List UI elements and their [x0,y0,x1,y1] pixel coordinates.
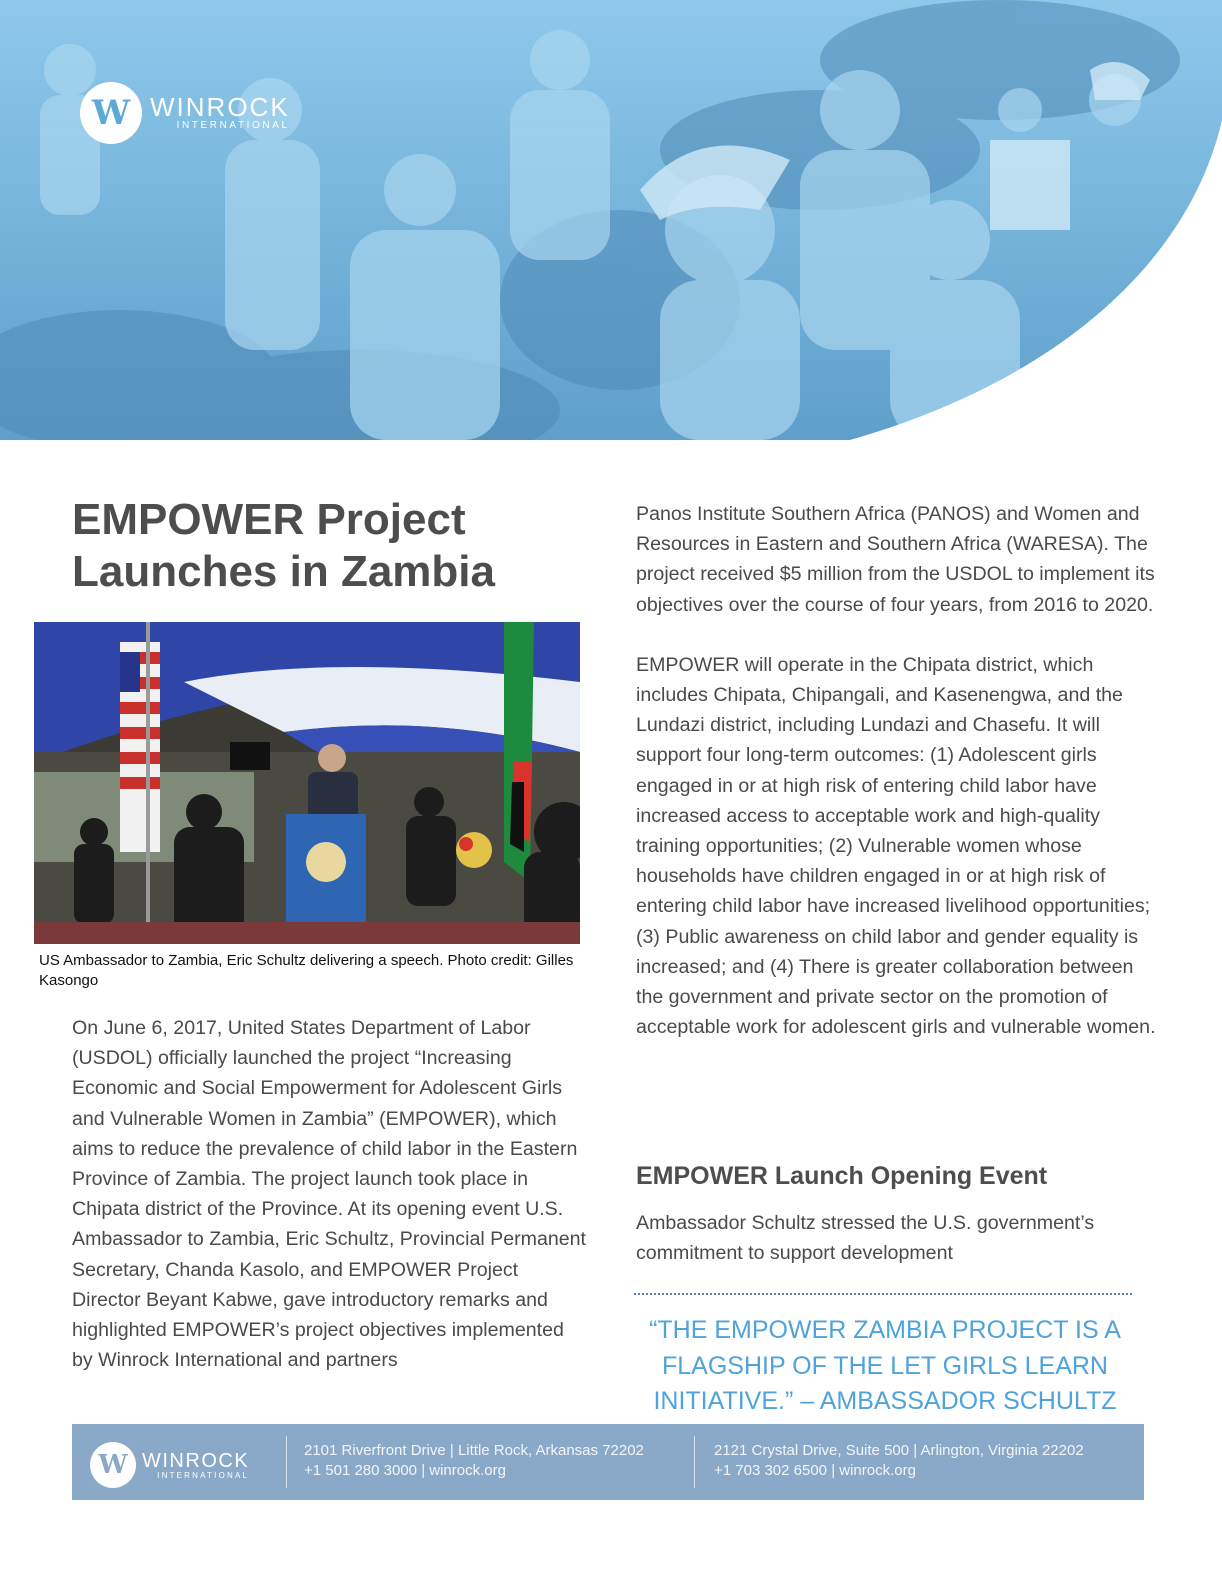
event-photo-illustration [34,622,580,944]
brand-tagline: INTERNATIONAL [176,120,290,131]
photo-caption: US Ambassador to Zambia, Eric Schultz delivering a speech. Photo credit: Gilles Kasongo [39,952,574,989]
brand-name: WINROCK [150,92,290,122]
footer-address-arlington [714,1441,1084,1481]
footer-address-2-line-1: 2121 Crystal Drive, Suite 500 | Arlington, Virginia 22202 [714,1442,1084,1459]
event-photo [34,622,580,944]
section-heading: EMPOWER Launch Opening Event [636,1162,1048,1190]
dotted-divider [634,1293,1132,1295]
article-title: EMPOWER Project Launches in Zambia [72,495,495,596]
footer-bar [72,1424,1144,1500]
winrock-logo[interactable] [80,82,290,144]
footer-brand-tagline: INTERNATIONAL [157,1470,250,1480]
body-paragraph-partners: Panos Institute Southern Africa (PANOS) and Women and Resources in Eastern and Southern Africa (WARESA). The project received $5 million from the USDOL to implement its objectives over the course of four years, from 2016 to 2020. [636,503,1155,616]
footer-address-little-rock [304,1441,644,1481]
footer-logo-mark: W [90,1442,136,1488]
footer-address-1-line-1: 2101 Riverfront Drive | Little Rock, Arkansas 72202 [304,1442,644,1459]
footer-separator [286,1436,287,1488]
footer-address-2-line-2[interactable]: +1 703 302 6500 | winrock.org [714,1462,916,1479]
body-paragraph-outcomes: EMPOWER will operate in the Chipata district, which includes Chipata, Chipangali, and Kasenengwa, and the Lundazi district, including Lundazi and Chasefu. It will support four long-term outcomes: (1) Adolescent girls engaged in or at high risk of entering child labor have increased access to acceptable work and high-quality training opportunities; (2) Vulnerable women whose households have children engaged in or at high risk of entering child labor have increased livelihood opportunities; (3) Public awareness on child labor and gender equality is increased; and (4) There is greater collaboration between the government and private sector on the promotion of acceptable work for adolescent girls and vulnerable women. [636,653,1156,1039]
hero-banner [0,0,1222,440]
footer-separator [694,1436,695,1488]
footer-brand-name: WINROCK [142,1449,250,1472]
winrock-logo-mark: W [80,82,142,144]
footer-logo[interactable] [90,1442,249,1488]
hero-photo-illustration [0,0,1222,440]
footer-address-1-line-2[interactable]: +1 501 280 3000 | winrock.org [304,1462,506,1479]
pull-quote: “THE EMPOWER ZAMBIA PROJECT IS A FLAGSHIP OF THE LET GIRLS LEARN INITIATIVE.” – AMBASSADOR SCHULTZ [649,1316,1121,1415]
winrock-logo-text [150,94,290,132]
body-paragraph-launch: Ambassador Schultz stressed the U.S. government’s commitment to support development [636,1212,1095,1265]
right-column [636,499,1156,1042]
body-paragraph-intro: On June 6, 2017, United States Department of Labor (USDOL) officially launched the project “Increasing Economic and Social Empowerment for Adolescent Girls and Vulnerable Women in Zambia” (EMPOWER), which aims to reduce the prevalence of child labor in the Eastern Province of Zambia. The project launch took place in Chipata district of the Province. At its opening event U.S. Ambassador to Zambia, Eric Schultz, Provincial Permanent Secretary, Chanda Kasolo, and EMPOWER Project Director Beyant Kabwe, gave introductory remarks and highlighted EMPOWER’s project objectives implemented by Winrock International and partners [72,1017,587,1372]
